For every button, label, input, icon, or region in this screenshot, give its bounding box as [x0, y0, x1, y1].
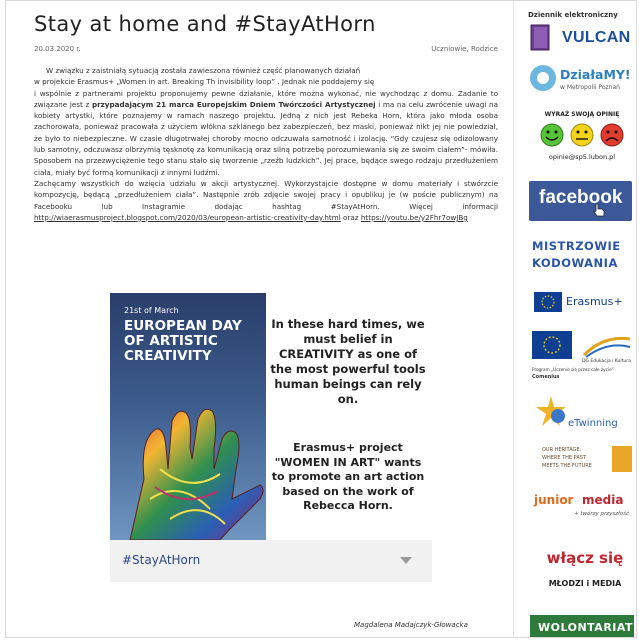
- poster-caption-bar[interactable]: [110, 540, 432, 582]
- sidebar: [518, 1, 637, 638]
- post-body: [34, 65, 498, 223]
- facebook-button[interactable]: [529, 181, 632, 221]
- eu-flag-icon: [534, 292, 562, 312]
- paragraph-1: [34, 65, 498, 178]
- poster-event-name: EUROPEAN DAY OF ARTISTIC CREATIVITY: [124, 318, 242, 364]
- p2-text: Zachęcamy wszystkich do wzięcia udziału w akcji artystycznej. Wykorzystajcie dostępne w domu materiały i stwórzcie kompozycję, będącą „przedłużeniem ciała”. Następnie zrób zdjęcie swojej pracy i opublikuj je (w poście publicznym) na Facebooku lub Instagramie dodając hashtag #StayAtHorn. Więcej informacji: [34, 178, 498, 211]
- comenius-label: Comenius: [532, 374, 560, 380]
- poster-date: 21st of March: [124, 306, 179, 315]
- junior-media-widget[interactable]: [532, 491, 634, 531]
- erasmus-label: Erasmus+: [566, 295, 623, 308]
- facebook-label: facebook: [539, 187, 623, 208]
- heritage-line-3: MEETS THE FUTURE: [542, 463, 592, 469]
- sidebar-title: Dziennik elektroniczny: [528, 11, 618, 19]
- wolontariat-widget[interactable]: [530, 615, 634, 638]
- erasmus-widget[interactable]: [534, 291, 634, 315]
- poster-quote: In these hard times, we must belief in CREATIVITY as one of the most powerful tools human beings can rely on.: [270, 317, 426, 406]
- painted-hand-image: [110, 399, 266, 540]
- heritage-line-2: WHERE THE PAST: [542, 455, 586, 461]
- mistrzowie-kodowania-widget[interactable]: [532, 239, 632, 273]
- browser-frame: [5, 0, 637, 638]
- dg-label: DG Edukacja i Kultura: [582, 359, 631, 364]
- book-icon: [530, 24, 552, 52]
- opinion-widget[interactable]: [530, 111, 634, 167]
- post-author: Magdalena Madajczyk-Głowacka: [354, 621, 468, 629]
- eu-flag-large-icon: [532, 331, 572, 359]
- heritage-line-1: OUR HERITAGE:: [542, 447, 582, 453]
- dzialamy-title: DziałaMY!: [560, 67, 631, 82]
- p1-line-a: W związku z zaistniałą sytuacją została zawieszona również część planowanych działań: [46, 66, 361, 75]
- dzialamy-subtitle: w Metropolii Poznań: [560, 84, 620, 91]
- wlacz-sie-subtitle: MŁODZI i MEDIA: [548, 579, 622, 588]
- paragraph-2: [34, 178, 498, 223]
- post-title[interactable]: Stay at home and #StayAtHorn: [34, 12, 376, 36]
- p1-bold: przypadającym 21 marca Europejskim Dniem Twórczości Artystycznej: [91, 99, 376, 109]
- mistrzowie-line-2: KODOWANIA: [532, 256, 618, 270]
- dzialamy-widget[interactable]: [530, 63, 634, 97]
- post-poster-image[interactable]: [110, 293, 432, 540]
- poster-project-text: Erasmus+ project "WOMEN IN ART" wants to promote an art action based on the work of Rebecca Horn.: [271, 441, 425, 512]
- heritage-widget[interactable]: [532, 445, 634, 475]
- comenius-swoosh-icon: [582, 333, 632, 359]
- p1-line-d: i ma na celu zwrócenie uwagi na kobiety artystki, które poznajemy w ramach naszego projektu. Jedną z nich jest Rebeka Horn, która jako młoda osoba zachorowała, ponieważ pracowała z użyciem włókna szklanego bez zabezpieczeń, bez maski, ponieważ nikt jej nie powiedział, że było to niebezpieczne. W czasie długotrwałej choroby mocno odczuwała samotność i izolację. “Gdy czujesz się odizolowany lub samotny, odczuwasz olbrzymią tęsknotę za komunikacją oraz silną potrzebę porozumiewania się ze swoim ciałem”- mówiła. Sposobem na przezwyciężenie tego stanu stało się tworzenie „rzeźb ludzkich”. Jej prace, będące swego rodzaju przedłużeniem ciała, miały być formą komunikacji z innymi ludźmi.: [34, 99, 498, 177]
- junior-label: junior: [534, 493, 574, 507]
- program-label: Program „Uczenie się przez całe życie”: [532, 367, 614, 372]
- etwinning-star-icon: [534, 394, 568, 428]
- media-label: media: [582, 493, 624, 507]
- poster-hashtag: #StayAtHorn: [122, 553, 201, 567]
- etwinning-label: eTwinning: [568, 418, 618, 429]
- opinion-email: opinie@sp5.lubon.pl: [548, 153, 616, 161]
- wolontariat-label: WOLONTARIAT: [538, 621, 634, 634]
- vulcan-widget[interactable]: [528, 23, 632, 53]
- wlacz-sie-widget[interactable]: [540, 549, 630, 601]
- post-date: 20.03.2020 r.: [34, 45, 81, 53]
- dzialamy-logo-dot: [537, 72, 549, 84]
- post-categories[interactable]: Uczniowie, Rodzice: [431, 45, 498, 53]
- comenius-widget[interactable]: [530, 331, 634, 383]
- link-joiner: oraz: [340, 212, 361, 222]
- blog-link[interactable]: http://wiaerasmusproject.blogspot.com/2020/03/european-artistic-creativity-day.html: [34, 212, 341, 222]
- etwinning-widget[interactable]: [534, 394, 634, 434]
- wlacz-sie-title: włącz się: [546, 549, 624, 567]
- p1-line-b: w projekcie Erasmus+ „Women in art. Breaking Th invisibility loop” . Jednak nie poddajemy się: [34, 77, 375, 87]
- mistrzowie-line-1: MISTRZOWIE: [532, 239, 621, 253]
- heritage-logo-icon: [612, 446, 632, 472]
- cursor-hand-icon: [593, 203, 605, 217]
- smiley-faces-icon: [530, 122, 634, 148]
- youtube-link[interactable]: https://youtu.be/y2Fhr7owJBg: [360, 212, 468, 222]
- p1-line-c: i wspólnie z partnerami projektu proponujemy pewne działanie, które można wykonać, nie wychodząc z domu. Zadanie to związane jest z: [34, 88, 498, 109]
- chevron-down-icon[interactable]: [400, 557, 412, 564]
- vulcan-logo-text: VULCAN: [562, 29, 631, 46]
- opinion-title: WYRAŻ SWOJĄ OPINIĘ: [544, 111, 620, 118]
- column-divider: [513, 1, 514, 638]
- junior-tagline: + twórzy przyszłość: [574, 511, 630, 517]
